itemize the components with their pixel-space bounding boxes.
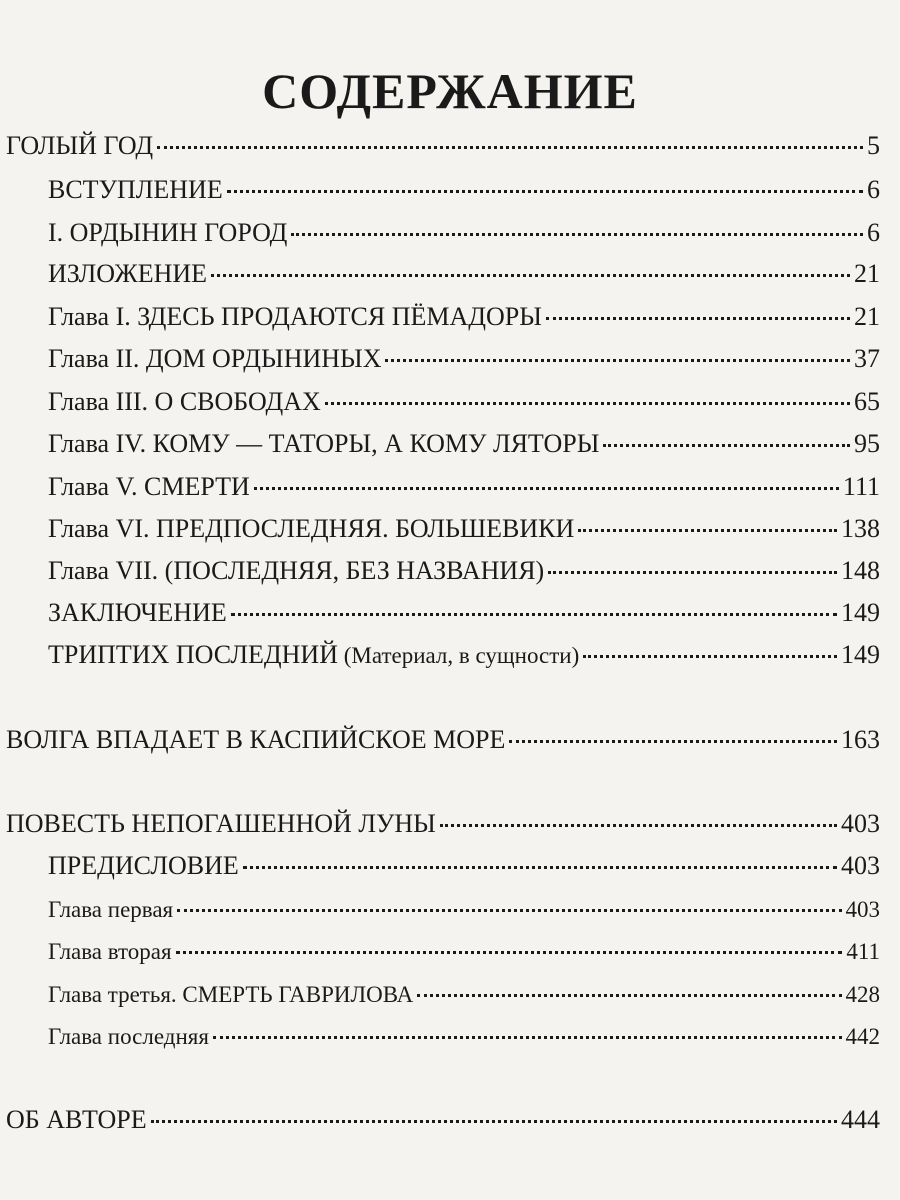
leader-dots (213, 1036, 842, 1039)
toc-entry (48, 301, 880, 333)
leader-dots (254, 487, 839, 490)
toc-entry (48, 639, 880, 672)
toc-entry-page: 403 (845, 897, 880, 922)
toc-entry-page: 149 (841, 640, 880, 669)
toc-entry-label: I. ОРДЫНИН ГОРОД (48, 218, 288, 247)
toc-entry-label: Глава первая (48, 897, 174, 922)
leader-dots (603, 444, 850, 447)
leader-dots (291, 233, 863, 236)
toc-entry-page: 411 (846, 939, 880, 964)
toc-entry (48, 428, 880, 460)
toc-entry-page: 6 (867, 218, 880, 247)
leader-dots (157, 146, 863, 149)
toc-entry (6, 724, 880, 756)
toc-entry (48, 258, 880, 290)
leader-dots (325, 402, 850, 405)
toc-entry (48, 174, 880, 206)
toc-entry-page: 21 (854, 302, 880, 331)
toc-entry-label: Глава VII. (ПОСЛЕДНЯЯ, БЕЗ НАЗВАНИЯ) (48, 556, 545, 585)
leader-dots (417, 994, 841, 997)
leader-dots (243, 866, 837, 869)
leader-dots (211, 274, 850, 277)
leader-dots (385, 359, 850, 362)
leader-dots (227, 190, 863, 193)
toc-entry-label: Глава III. О СВОБОДАХ (48, 387, 321, 416)
leader-dots (546, 317, 850, 320)
toc-entry (48, 850, 880, 882)
toc-entry-label: ПРЕДИСЛОВИЕ (48, 851, 239, 880)
toc-entry (48, 555, 880, 587)
toc-entry-page: 65 (854, 387, 880, 416)
leader-dots (231, 613, 837, 616)
toc-entry-label: Глава третья. СМЕРТЬ ГАВРИЛОВА (48, 982, 414, 1007)
toc-entry-page: 5 (867, 131, 880, 160)
toc-entry-page: 428 (845, 982, 880, 1007)
leader-dots (583, 655, 837, 658)
toc-entry (48, 513, 880, 545)
toc-entry-label-main: ТРИПТИХ ПОСЛЕДНИЙ (48, 640, 338, 669)
toc-entry-page: 37 (854, 344, 880, 373)
toc-entry (48, 936, 880, 968)
toc-entry-label: Глава V. СМЕРТИ (48, 472, 250, 501)
toc-entry-label: ВСТУПЛЕНИЕ (48, 175, 223, 204)
leader-dots (548, 571, 837, 574)
toc-entry-page: 444 (841, 1105, 880, 1134)
toc-entry (6, 808, 880, 840)
toc-entry (48, 894, 880, 926)
leader-dots (177, 909, 841, 912)
toc-entry-label: ОБ АВТОРЕ (6, 1105, 147, 1134)
toc-entry (48, 1021, 880, 1053)
toc-entry-page: 403 (841, 851, 880, 880)
toc-entry (48, 386, 880, 418)
toc-entry-label: Глава вторая (48, 939, 172, 964)
toc-entry-page: 21 (854, 259, 880, 288)
toc-entry-label: ПОВЕСТЬ НЕПОГАШЕННОЙ ЛУНЫ (6, 809, 436, 838)
toc-entry-label: Глава II. ДОМ ОРДЫНИНЫХ (48, 344, 382, 373)
toc-entry-label: Глава VI. ПРЕДПОСЛЕДНЯЯ. БОЛЬШЕВИКИ (48, 514, 575, 543)
leader-dots (440, 824, 837, 827)
toc-entry-page: 403 (841, 809, 880, 838)
toc-entry (48, 343, 880, 375)
toc-entry-page: 442 (845, 1024, 880, 1049)
toc-entry-page: 95 (854, 429, 880, 458)
toc-entry-page: 148 (841, 556, 880, 585)
toc-entry-page: 6 (867, 175, 880, 204)
toc-entry (48, 217, 880, 249)
leader-dots (176, 951, 843, 954)
toc-entry-page: 138 (841, 514, 880, 543)
leader-dots (509, 740, 837, 743)
page-title: СОДЕРЖАНИЕ (262, 63, 638, 119)
toc-entry-label: Глава I. ЗДЕСЬ ПРОДАЮТСЯ ПЁМАДОРЫ (48, 302, 542, 331)
toc-entry (6, 1104, 880, 1136)
leader-dots (151, 1120, 837, 1123)
toc-entry (48, 597, 880, 629)
toc-entry-label: ГОЛЫЙ ГОД (6, 131, 154, 160)
toc-entry (6, 130, 880, 162)
toc-entry-label: Глава IV. КОМУ — ТАТОРЫ, А КОМУ ЛЯТОРЫ (48, 429, 600, 458)
toc-entry-label (48, 639, 579, 672)
toc-entry (48, 979, 880, 1011)
toc-entry-label: ВОЛГА ВПАДАЕТ В КАСПИЙСКОЕ МОРЕ (6, 725, 506, 754)
toc-entry (48, 471, 880, 503)
toc-entry-page: 163 (841, 725, 880, 754)
toc-entry-label-note: (Материал, в сущности) (337, 643, 580, 668)
toc-entry-label: Глава последняя (48, 1024, 209, 1049)
toc-entry-page: 111 (842, 472, 880, 501)
toc-entry-label: ИЗЛОЖЕНИЕ (48, 259, 208, 288)
toc-entry-label: ЗАКЛЮЧЕНИЕ (48, 598, 227, 627)
toc-entry-page: 149 (841, 598, 880, 627)
leader-dots (578, 529, 837, 532)
